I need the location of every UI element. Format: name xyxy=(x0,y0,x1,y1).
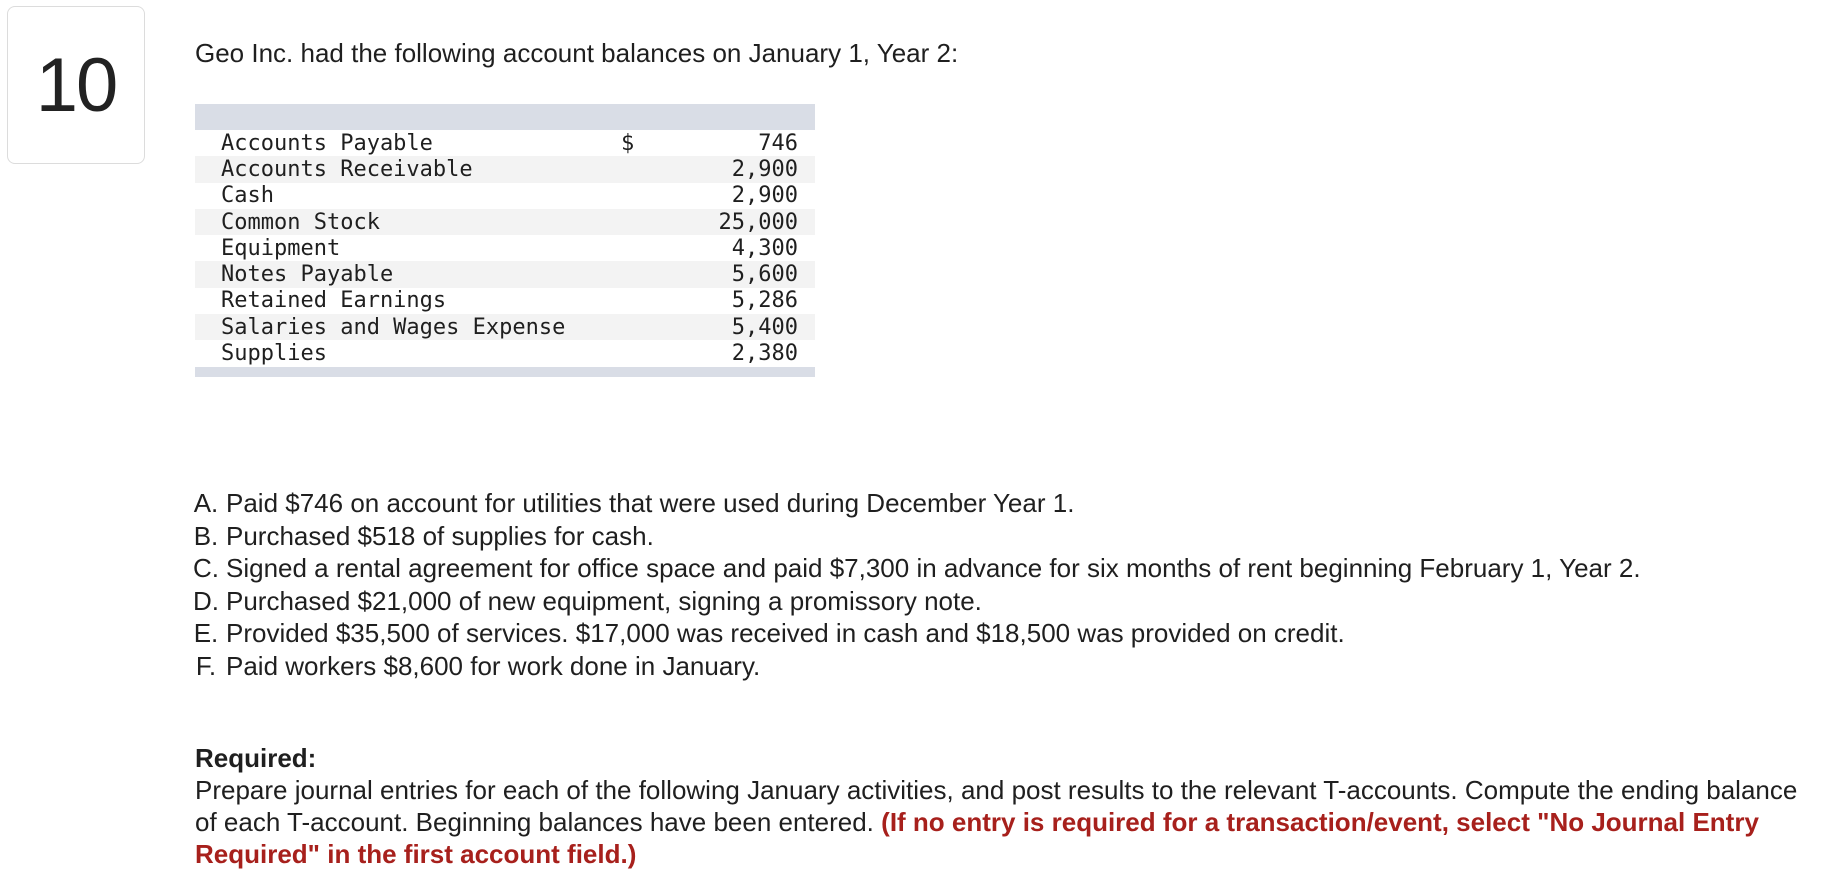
account-amount: 2,380 xyxy=(731,341,798,367)
question-number: 10 xyxy=(7,6,145,164)
account-name: Cash xyxy=(221,183,274,209)
list-item xyxy=(186,487,1641,520)
activities-list xyxy=(186,487,1641,682)
required-instructions xyxy=(195,774,1815,870)
activity-letter: C. xyxy=(193,553,219,583)
account-name: Accounts Receivable xyxy=(221,156,473,182)
table-row xyxy=(195,314,815,340)
required-warning: (If no entry is required for a transaction/event, select "No Journal Entry Required" in the first account field.) xyxy=(195,807,1759,869)
account-amount: 2,900 xyxy=(731,183,798,209)
table-row xyxy=(195,261,815,287)
activity-letter: D. xyxy=(193,585,219,616)
required-title: Required: xyxy=(195,743,317,773)
required-body: Prepare journal entries for each of the following January activities, and post results to the relevant T-accounts. Compute the ending balance of each T-account. Beginning balances have been entered. xyxy=(195,775,1798,837)
account-name: Salaries and Wages Expense xyxy=(221,314,566,340)
table-row xyxy=(195,235,815,261)
table-row xyxy=(195,340,815,366)
activity-letter: A. xyxy=(193,488,219,518)
list-item xyxy=(186,650,1641,683)
activity-text: Paid $746 on account for utilities that were used during December Year 1. xyxy=(226,488,1075,518)
table-row xyxy=(195,209,815,235)
table-row xyxy=(195,183,815,209)
account-amount: 746 xyxy=(758,130,798,156)
list-item xyxy=(186,520,1641,553)
account-name: Notes Payable xyxy=(221,262,394,288)
account-balances-table xyxy=(195,104,815,377)
required-section xyxy=(195,742,1815,870)
table-row xyxy=(195,130,815,156)
account-name: Retained Earnings xyxy=(221,288,447,314)
account-amount: 4,300 xyxy=(731,235,798,261)
account-name: Common Stock xyxy=(221,209,380,235)
list-item xyxy=(186,552,1641,585)
list-item xyxy=(186,585,1641,618)
activity-text: Purchased $21,000 of new equipment, signing a promissory note. xyxy=(226,585,982,616)
account-amount: 5,400 xyxy=(731,314,798,340)
table-row xyxy=(195,288,815,314)
account-name: Equipment xyxy=(221,235,341,261)
list-item xyxy=(186,617,1641,650)
activity-letter: E. xyxy=(193,618,219,648)
question-intro: Geo Inc. had the following account balances on January 1, Year 2: xyxy=(195,38,959,68)
account-amount: 5,600 xyxy=(731,262,798,288)
activity-text: Signed a rental agreement for office space and paid $7,300 in advance for six months of rent beginning February 1, Year 2. xyxy=(226,553,1641,583)
account-amount: 5,286 xyxy=(731,288,798,314)
account-amount: 25,000 xyxy=(718,209,798,235)
account-name: Supplies xyxy=(221,341,327,367)
account-name: Accounts Payable xyxy=(221,130,433,156)
table-row xyxy=(195,156,815,182)
activity-text: Paid workers $8,600 for work done in January. xyxy=(226,650,761,681)
activity-text: Provided $35,500 of services. $17,000 was received in cash and $18,500 was provided on credit. xyxy=(226,618,1345,648)
activity-letter: F. xyxy=(195,650,217,681)
activity-text: Purchased $518 of supplies for cash. xyxy=(226,520,654,551)
currency-symbol: $ xyxy=(621,130,635,156)
account-amount: 2,900 xyxy=(731,156,798,182)
activity-letter: B. xyxy=(193,520,219,551)
